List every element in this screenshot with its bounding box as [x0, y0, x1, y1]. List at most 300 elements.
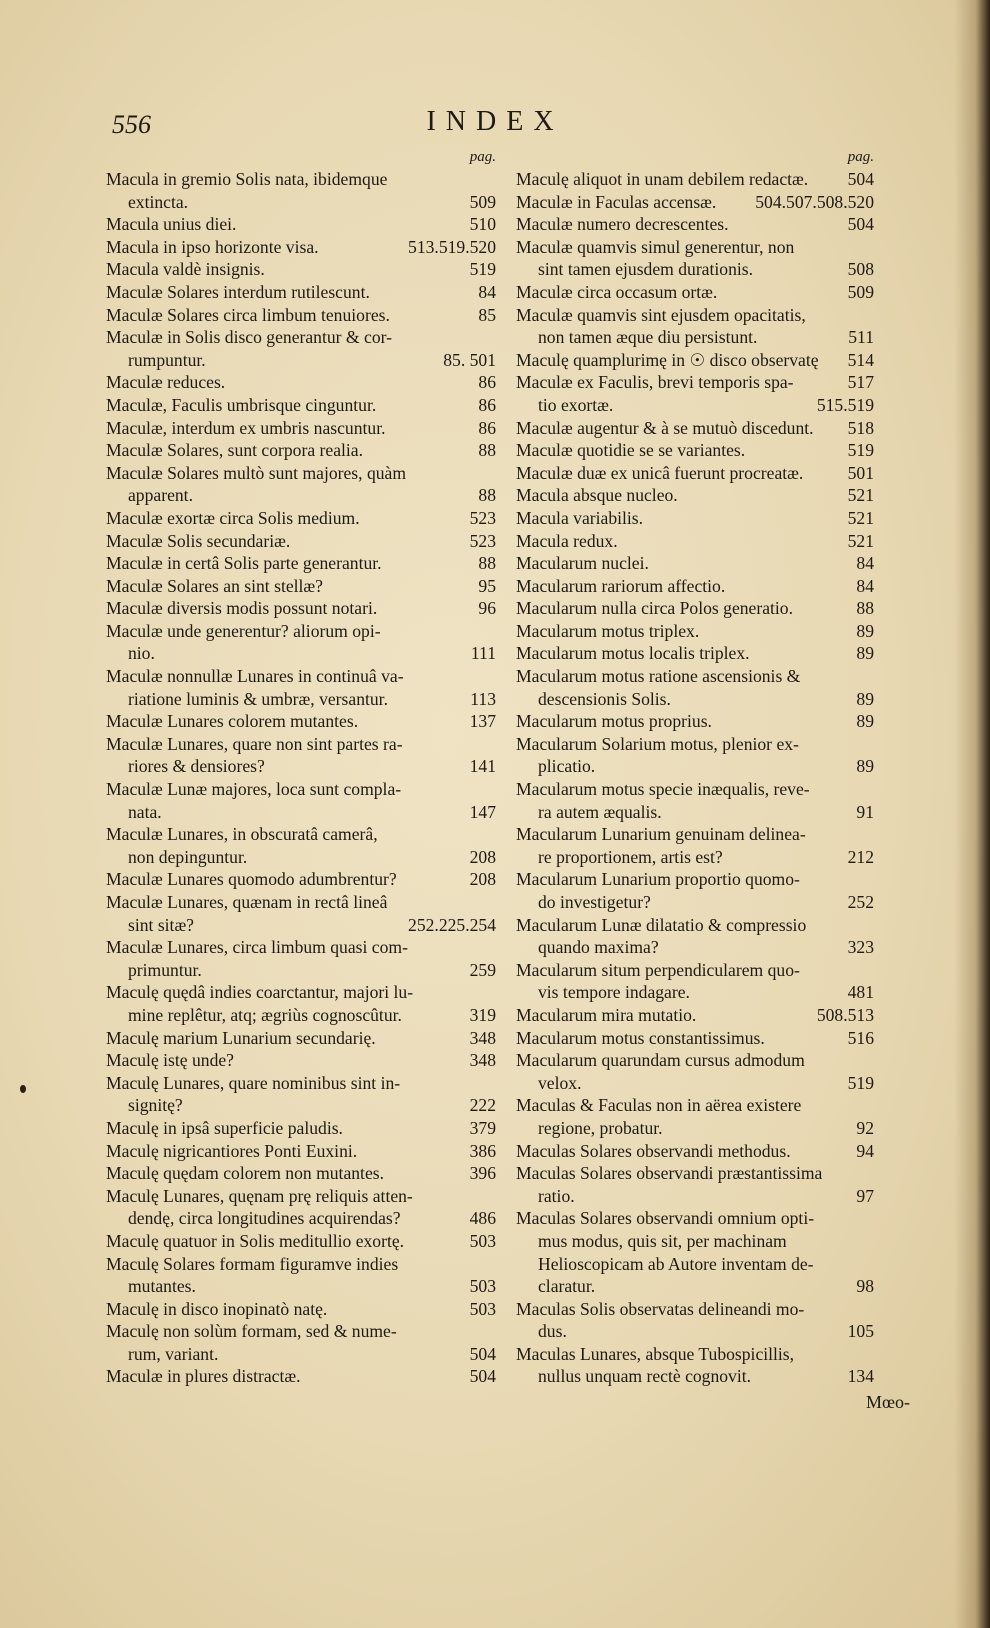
index-entry-page: 89 — [856, 711, 874, 732]
index-entry — [516, 213, 874, 236]
index-entry-text: Macula redux. — [516, 530, 618, 551]
index-entry — [516, 597, 874, 620]
index-entry — [106, 236, 496, 259]
index-entry — [106, 1275, 496, 1298]
index-entry — [516, 778, 874, 801]
index-entry — [516, 1027, 874, 1050]
index-entries-right — [516, 168, 874, 1388]
index-entry-text: Maculæ Lunares colorem mutantes. — [106, 711, 359, 732]
index-entry-text: vis tempore indagare. — [538, 982, 690, 1003]
index-entry-page — [866, 304, 874, 327]
index-entry-text: Maculæ Lunares, quare non sint partes ra- — [106, 733, 403, 754]
index-entry-text: Maculę Solares formam figuramve indies — [106, 1253, 399, 1274]
index-entry-text: Maculę Lunares, quęnam prę reliquis atten- — [106, 1185, 413, 1206]
index-entry-text: ratio. — [538, 1185, 575, 1206]
index-column-right — [516, 146, 874, 1388]
index-entry — [516, 575, 874, 598]
index-entry-page: 137 — [469, 711, 496, 732]
index-entry — [106, 1298, 496, 1321]
index-entry-text: non tamen æque diu persistunt. — [538, 327, 758, 348]
index-entry-text: Maculæ exortæ circa Solis medium. — [106, 507, 360, 528]
index-entry — [106, 371, 496, 394]
index-entry — [516, 349, 874, 372]
index-entry — [106, 1094, 496, 1117]
index-entry-page: 86 — [478, 394, 496, 415]
index-entry — [516, 733, 874, 756]
index-entry — [106, 891, 496, 914]
index-entry — [516, 552, 874, 575]
index-entry — [106, 936, 496, 959]
index-entry — [106, 1004, 496, 1027]
index-entry-text: plicatio. — [538, 756, 596, 777]
index-entry-page: 92 — [856, 1117, 874, 1138]
index-column-left — [106, 146, 496, 1388]
index-entry-text: Macularum motus proprius. — [516, 711, 712, 732]
index-entry — [516, 1185, 874, 1208]
index-entry-text: rumpuntur. — [128, 349, 206, 370]
index-entry-text: Maculæ Solares circa limbum tenuiores. — [106, 304, 390, 325]
index-entry — [516, 936, 874, 959]
index-entry — [516, 1162, 874, 1185]
index-entry-page: 511 — [848, 327, 874, 348]
index-entry-page: 503 — [469, 1298, 496, 1319]
index-entry-page: 95 — [478, 575, 496, 596]
index-entry-page — [488, 1185, 496, 1208]
index-entry — [516, 1230, 874, 1253]
index-entry-text: tio exortæ. — [538, 394, 614, 415]
index-entry-page — [488, 665, 496, 688]
pag-label: pag. — [469, 149, 496, 165]
index-entry-page — [488, 168, 496, 191]
index-entry-page: 514 — [847, 349, 874, 370]
index-entry — [106, 914, 496, 937]
index-entry-page: 481 — [847, 982, 874, 1003]
index-entry-page: 323 — [847, 937, 874, 958]
index-entry-text: Macularum motus ratione ascensionis & — [516, 666, 801, 687]
index-entry — [516, 507, 874, 530]
index-entry-page: 96 — [478, 598, 496, 619]
index-entry-page: 88 — [478, 485, 496, 506]
index-entry-text: Maculę nigricantiores Ponti Euxini. — [106, 1140, 358, 1161]
index-entry-text: Maculæ quamvis simul generentur, non — [516, 236, 795, 257]
index-entry-page: 319 — [469, 1004, 496, 1025]
index-entry — [516, 981, 874, 1004]
index-entry-text: riores & densiores? — [128, 756, 265, 777]
index-entry-text: Maculæ circa occasum ortæ. — [516, 281, 718, 302]
index-entry — [516, 823, 874, 846]
index-entry-text: Maculę quamplurimę in ☉ disco observatę — [516, 349, 819, 370]
index-entry-page: 88 — [478, 440, 496, 461]
index-entry — [106, 304, 496, 327]
index-entry-text: nata. — [128, 801, 162, 822]
index-entry — [106, 868, 496, 891]
index-entry — [516, 462, 874, 485]
index-entry-text: Macularum motus localis triplex. — [516, 643, 750, 664]
index-entry — [106, 484, 496, 507]
index-entry-text: sint tamen ejusdem durationis. — [538, 259, 753, 280]
index-entry-text: nullus unquam rectè cognovit. — [538, 1366, 752, 1387]
index-entry-page: 147 — [469, 801, 496, 822]
index-entry-page: 523 — [469, 507, 496, 528]
index-entry-page: 97 — [856, 1185, 874, 1206]
index-entry — [516, 439, 874, 462]
index-entry-page: 521 — [847, 530, 874, 551]
index-entry-page: 386 — [469, 1140, 496, 1161]
index-entry-page: 222 — [469, 1095, 496, 1116]
index-entry — [106, 1207, 496, 1230]
index-entry-page: 513.519.520 — [408, 236, 496, 257]
index-entry — [516, 1140, 874, 1163]
index-entry-text: Maculæ Solares an sint stellæ? — [106, 575, 323, 596]
index-entry-page: 509 — [469, 191, 496, 212]
index-entry-text: mus modus, quis sit, per machinam — [538, 1230, 787, 1251]
index-entry — [106, 755, 496, 778]
index-entry — [106, 1343, 496, 1366]
ink-blot — [20, 1085, 26, 1093]
index-entry-text: Maculæ Lunares, in obscuratâ camerâ, — [106, 824, 378, 845]
index-entry — [516, 914, 874, 937]
index-entry-page: 504 — [469, 1366, 496, 1387]
index-entry-text: Macularum motus triplex. — [516, 620, 700, 641]
index-entry-text: Maculæ Solis secundariæ. — [106, 530, 291, 551]
index-entry-page: 84 — [856, 553, 874, 574]
index-entry-text: primuntur. — [128, 959, 202, 980]
index-entry — [106, 417, 496, 440]
index-entry-page: 113 — [470, 688, 496, 709]
index-entry-page — [488, 620, 496, 643]
index-entry-page: 519 — [847, 1072, 874, 1093]
index-entry — [106, 710, 496, 733]
index-entry — [106, 1365, 496, 1388]
index-entry — [106, 688, 496, 711]
index-entry — [106, 733, 496, 756]
index-entries-left — [106, 168, 496, 1388]
index-entry-text: Maculas Solares observandi omnium opti- — [516, 1208, 815, 1229]
index-entry — [516, 371, 874, 394]
index-entry-page — [488, 1253, 496, 1276]
index-entry-text: Maculæ, interdum ex umbris nascuntur. — [106, 417, 386, 438]
index-entry-text: mine replêtur, atq; ægriùs cognoscûtur. — [128, 1004, 402, 1025]
index-entry — [516, 665, 874, 688]
index-entry — [106, 620, 496, 643]
index-entry — [516, 258, 874, 281]
index-entry — [516, 484, 874, 507]
index-entry — [516, 620, 874, 643]
index-entry-page — [488, 778, 496, 801]
index-entry — [516, 801, 874, 824]
index-entry-text: regione, probatur. — [538, 1117, 663, 1138]
index-entry — [516, 304, 874, 327]
index-entry-page: 94 — [856, 1140, 874, 1161]
index-entry — [516, 1320, 874, 1343]
index-entry-text: Macularum motus constantissimus. — [516, 1027, 765, 1048]
index-entry — [516, 1253, 874, 1276]
index-entry-text: Maculæ, Faculis umbrisque cinguntur. — [106, 394, 377, 415]
index-entry-page: 501 — [847, 462, 874, 483]
index-entry-text: Maculas Solares observandi præstantissima — [516, 1163, 823, 1184]
index-entry-page: 89 — [856, 620, 874, 641]
index-entry-text: Maculę non solùm formam, sed & nume- — [106, 1321, 397, 1342]
index-entry-text: Maculæ in plures distractæ. — [106, 1366, 301, 1387]
index-entry-text: Macularum Lunarium genuinam delinea- — [516, 824, 806, 845]
index-entry-text: Maculæ unde generentur? aliorum opi- — [106, 620, 381, 641]
index-entry-page: 521 — [847, 485, 874, 506]
index-entry-page: 504.507.508.520 — [755, 191, 874, 212]
index-entry-text: Macularum Solarium motus, plenior ex- — [516, 733, 799, 754]
index-entry-page: 86 — [478, 372, 496, 393]
index-entry-page — [866, 914, 874, 937]
index-entry — [106, 439, 496, 462]
index-entry-text: nio. — [128, 643, 155, 664]
index-entry-page: 105 — [847, 1321, 874, 1342]
index-entry — [106, 1140, 496, 1163]
index-entry-page: 348 — [469, 1027, 496, 1048]
index-entry-page: 523 — [469, 530, 496, 551]
index-entry — [516, 1094, 874, 1117]
index-entry-page — [866, 1253, 874, 1276]
index-entry — [516, 1365, 874, 1388]
index-entry-text: Maculę in disco inopinatò natę. — [106, 1298, 328, 1319]
index-entry — [516, 281, 874, 304]
index-entry — [106, 1253, 496, 1276]
index-entry-text: Macula in ipso horizonte visa. — [106, 236, 319, 257]
index-entry-text: Macularum rariorum affectio. — [516, 575, 726, 596]
index-entry-text: rum, variant. — [128, 1343, 219, 1364]
index-entry-page — [488, 733, 496, 756]
page-number: 556 — [112, 110, 151, 139]
index-entry-text: quando maxima? — [538, 937, 659, 958]
index-entry-page: 91 — [856, 801, 874, 822]
index-entry-text: Maculę istę unde? — [106, 1050, 234, 1071]
index-entry-page — [866, 1207, 874, 1230]
index-entry — [516, 1343, 874, 1366]
index-entry-page: 89 — [856, 688, 874, 709]
index-entry-text: Maculæ nonnullæ Lunares in continuâ va- — [106, 666, 404, 687]
index-entry-page — [488, 981, 496, 1004]
index-entry-text: Maculæ duæ ex unicâ fuerunt procreatæ. — [516, 462, 804, 483]
index-entry-text: Macula variabilis. — [516, 507, 644, 528]
index-entry — [516, 191, 874, 214]
index-entry-page: 208 — [469, 869, 496, 890]
index-entry-text: Maculæ Solares, sunt corpora realia. — [106, 440, 363, 461]
index-entry-text: Helioscopicam ab Autore inventam de- — [538, 1253, 814, 1274]
index-entry-page: 89 — [856, 643, 874, 664]
index-entry-page: 515.519 — [816, 394, 874, 415]
index-entry-page: 134 — [847, 1366, 874, 1387]
index-entry — [106, 258, 496, 281]
index-entry-text: Maculæ Solares interdum rutilescunt. — [106, 281, 370, 302]
index-entry — [106, 326, 496, 349]
index-entry — [516, 417, 874, 440]
index-entry-page — [866, 1094, 874, 1117]
index-entry — [106, 597, 496, 620]
index-entry — [516, 1275, 874, 1298]
index-entry — [106, 191, 496, 214]
index-entry-text: Maculę Lunares, quare nominibus sint in- — [106, 1072, 401, 1093]
index-entry — [106, 1049, 496, 1072]
index-entry-page — [488, 326, 496, 349]
index-entry-page — [488, 936, 496, 959]
page-spine-shadow — [954, 0, 990, 1628]
index-entry-text: Macularum Lunæ dilatatio & compressio — [516, 914, 807, 935]
index-entry-page: 521 — [847, 507, 874, 528]
index-entry-text: Maculę quędâ indies coarctantur, majori lu- — [106, 982, 414, 1003]
index-entry-page: 259 — [469, 959, 496, 980]
index-entry-text: Macula in gremio Solis nata, ibidemque — [106, 169, 388, 189]
index-entry — [106, 507, 496, 530]
index-entry-text: dus. — [538, 1321, 567, 1342]
index-entry-page: 486 — [469, 1208, 496, 1229]
index-entry — [106, 1185, 496, 1208]
index-entry-text: riatione luminis & umbræ, versantur. — [128, 688, 388, 709]
index-entry — [516, 755, 874, 778]
index-entry — [516, 1207, 874, 1230]
index-entry-text: Maculæ Solares multò sunt majores, quàm — [106, 462, 407, 483]
index-entry-text: signitę? — [128, 1095, 183, 1116]
index-entry-text: dendę, circa longitudines acquirendas? — [128, 1208, 401, 1229]
index-entry-text: Maculæ in certâ Solis parte generantur. — [106, 553, 382, 574]
index-entry-text: Macularum mira mutatio. — [516, 1004, 697, 1025]
index-entry — [106, 642, 496, 665]
index-entry-page — [866, 1298, 874, 1321]
index-entry-page: 517 — [847, 372, 874, 393]
index-entry — [516, 710, 874, 733]
index-entry — [516, 1004, 874, 1027]
index-entry-page — [488, 1072, 496, 1095]
index-entry — [106, 959, 496, 982]
index-entry — [106, 1230, 496, 1253]
index-entry-page: 85 — [478, 304, 496, 325]
index-entry-page: 504 — [469, 1343, 496, 1364]
index-entry-page — [866, 236, 874, 259]
index-entry-text: Maculas & Faculas non in aërea existere — [516, 1095, 802, 1116]
pag-label: pag. — [847, 149, 874, 165]
index-entry-page — [866, 959, 874, 982]
index-entry — [516, 868, 874, 891]
index-entry — [106, 281, 496, 304]
index-entry-text: Maculę quędam colorem non mutantes. — [106, 1163, 384, 1184]
index-entry — [106, 1320, 496, 1343]
index-entry-text: Maculæ reduces. — [106, 372, 226, 393]
index-entry-text: Maculę quatuor in Solis meditullio exortę. — [106, 1230, 405, 1251]
index-entry-page: 504 — [847, 214, 874, 235]
index-entry-page — [866, 665, 874, 688]
index-entry — [516, 1072, 874, 1095]
index-entry-text: descensionis Solis. — [538, 688, 671, 709]
index-entry-page: 503 — [469, 1276, 496, 1297]
index-entry-page: 504 — [847, 169, 874, 189]
index-entry-text: Macula absque nucleo. — [516, 485, 678, 506]
index-entry — [106, 1162, 496, 1185]
index-entry-page: 508.513 — [816, 1004, 874, 1025]
index-entry — [516, 891, 874, 914]
index-entry-page: 89 — [856, 756, 874, 777]
index-entry-page: 208 — [469, 846, 496, 867]
index-entry — [106, 778, 496, 801]
index-entry-page: 88 — [478, 553, 496, 574]
index-entry-text: Maculæ diversis modis possunt notari. — [106, 598, 378, 619]
index-entry-text: Maculæ quamvis sint ejusdem opacitatis, — [516, 304, 806, 325]
index-entry-page — [866, 1162, 874, 1185]
index-entry-page: 519 — [469, 259, 496, 280]
index-entry — [516, 168, 874, 191]
index-entry — [516, 846, 874, 869]
index-entry — [106, 462, 496, 485]
index-entry — [106, 1117, 496, 1140]
index-entry-text: claratur. — [538, 1276, 596, 1297]
index-entry-page: 111 — [470, 643, 496, 664]
index-entry-page — [866, 823, 874, 846]
index-entry-page — [488, 1320, 496, 1343]
index-entry-page: 379 — [469, 1117, 496, 1138]
index-entry — [106, 530, 496, 553]
index-entry-text: Macularum nuclei. — [516, 553, 649, 574]
index-entry-page: 98 — [856, 1276, 874, 1297]
index-entry-text: velox. — [538, 1072, 582, 1093]
index-entry-page — [488, 462, 496, 485]
index-entry — [106, 552, 496, 575]
index-entry-text: non depinguntur. — [128, 846, 248, 867]
index-entry — [106, 168, 496, 191]
index-entry-page — [488, 891, 496, 914]
index-entry — [516, 394, 874, 417]
index-entry-text: Maculę marium Lunarium secundarię. — [106, 1027, 376, 1048]
index-entry-text: Maculas Solis observatas delineandi mo- — [516, 1298, 805, 1319]
index-entry-text: re proportionem, artis est? — [538, 846, 723, 867]
index-entry-page: 86 — [478, 417, 496, 438]
index-entry — [516, 326, 874, 349]
index-entry-page: 84 — [856, 575, 874, 596]
index-entry-page — [866, 1230, 874, 1253]
index-entry-page: 348 — [469, 1050, 496, 1071]
index-entry-page: 212 — [847, 846, 874, 867]
index-entry-text: Macularum Lunarium proportio quomo- — [516, 869, 800, 890]
index-entry-page — [866, 1343, 874, 1366]
index-entry-page: 84 — [478, 281, 496, 302]
index-entry-text: apparent. — [128, 485, 193, 506]
index-entry — [106, 665, 496, 688]
index-entry-text: mutantes. — [128, 1276, 196, 1297]
index-entry-text: Maculæ quotidie se se variantes. — [516, 440, 746, 461]
index-entry-page — [866, 733, 874, 756]
index-entry-text: Macula unius diei. — [106, 214, 237, 235]
index-entry-page: 85. 501 — [443, 349, 496, 370]
index-entry-text: Maculę aliquot in unam debilem redactæ. — [516, 169, 809, 189]
index-entry-text: sint sitæ? — [128, 914, 194, 935]
index-entry — [516, 1049, 874, 1072]
index-entry-page: 519 — [847, 440, 874, 461]
index-entry-text: Maculæ in Solis disco generantur & cor- — [106, 327, 392, 348]
index-entry-page: 509 — [847, 281, 874, 302]
index-entry-text: Maculæ ex Faculis, brevi temporis spa- — [516, 372, 794, 393]
index-entry — [106, 213, 496, 236]
index-entry-page: 396 — [469, 1163, 496, 1184]
index-entry-text: Macularum nulla circa Polos generatio. — [516, 598, 794, 619]
index-entry — [516, 642, 874, 665]
index-entry-page — [866, 1049, 874, 1072]
index-entry-text: Maculæ Lunæ majores, loca sunt compla- — [106, 779, 402, 800]
index-entry — [106, 823, 496, 846]
index-entry — [106, 1072, 496, 1095]
index-entry-text: Macula valdè insignis. — [106, 259, 265, 280]
index-entry-page: 141 — [469, 756, 496, 777]
index-entry — [106, 394, 496, 417]
index-entry — [106, 575, 496, 598]
index-entry-page — [866, 868, 874, 891]
index-entry-text: Maculas Solares observandi methodus. — [516, 1140, 791, 1161]
index-entry-text: Macularum motus specie inæqualis, reve- — [516, 779, 810, 800]
index-entry-text: Maculæ Lunares, quænam in rectâ lineâ — [106, 892, 388, 912]
